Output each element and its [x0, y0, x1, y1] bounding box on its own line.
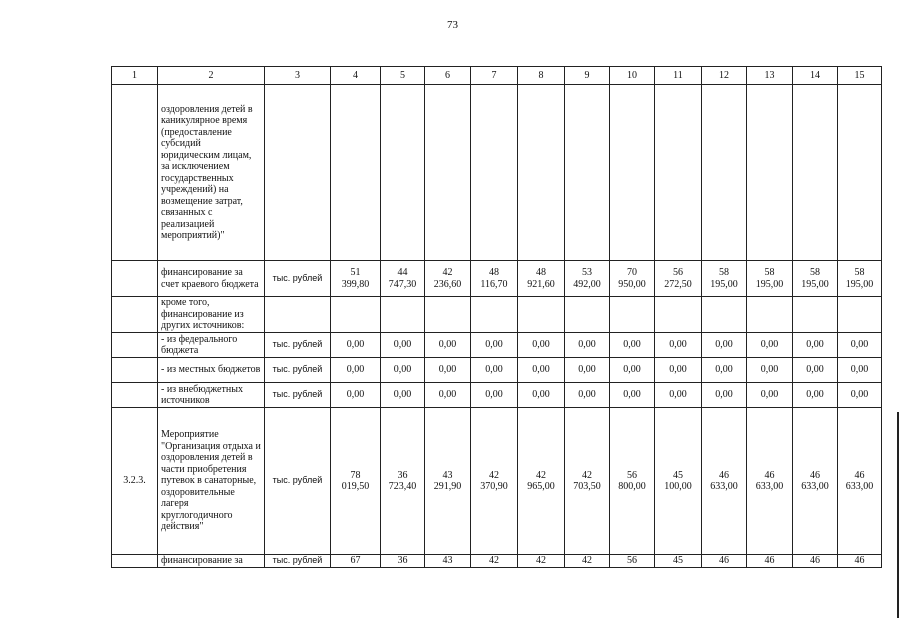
value-part: 42 [536, 469, 546, 481]
row-unit: тыс. рублей [265, 383, 331, 408]
value-part: 399,80 [341, 278, 370, 290]
value-cell: 0,00 [747, 358, 793, 383]
value-cell [565, 297, 610, 333]
value-part: 44 [397, 267, 408, 278]
row-number [112, 297, 158, 333]
value-cell: 0,00 [747, 383, 793, 408]
value-cell: 0,00 [702, 333, 747, 358]
value-cell [471, 261, 518, 297]
value-cell: 67 [331, 555, 381, 568]
value-part: 70 [627, 267, 637, 278]
header-cell: 7 [471, 67, 518, 85]
row-number: 3.2.3. [112, 408, 158, 555]
value-cell: 42 [565, 555, 610, 568]
value-cell [565, 85, 610, 261]
value-cell: 0,00 [747, 333, 793, 358]
value-part: 236,60 [433, 278, 462, 290]
value-cell [655, 85, 702, 261]
value-part: 272,50 [664, 278, 692, 290]
value-cell [838, 408, 882, 555]
value-cell: 0,00 [381, 383, 425, 408]
value-cell: 46 [793, 555, 838, 568]
value-cell: 0,00 [381, 333, 425, 358]
value-cell: 0,00 [610, 333, 655, 358]
value-part: 46 [719, 469, 729, 481]
value-cell [425, 85, 471, 261]
value-part: 370,90 [480, 481, 508, 492]
value-part: 633,00 [710, 481, 738, 492]
value-part: 633,00 [845, 481, 874, 492]
table-row [112, 261, 882, 297]
value-cell: 46 [702, 555, 747, 568]
header-cell: 4 [331, 67, 381, 85]
value-cell [747, 261, 793, 297]
value-cell: 0,00 [793, 383, 838, 408]
value-part: 58 [764, 267, 775, 278]
value-cell: 0,00 [425, 383, 471, 408]
value-cell: 0,00 [702, 358, 747, 383]
value-cell [518, 297, 565, 333]
value-cell [471, 297, 518, 333]
value-cell [747, 85, 793, 261]
value-part: 42 [489, 469, 499, 481]
value-cell [655, 297, 702, 333]
value-part: 58 [854, 267, 865, 278]
row-name: - из федерального бюджета [158, 333, 265, 358]
value-part: 195,00 [755, 278, 784, 290]
value-cell: 0,00 [610, 358, 655, 383]
value-part: 46 [854, 469, 865, 481]
value-cell [425, 408, 471, 555]
value-cell [471, 85, 518, 261]
value-part: 950,00 [618, 278, 646, 290]
value-part: 58 [810, 267, 820, 278]
row-name: финансирование за [158, 555, 265, 568]
value-part: 45 [673, 469, 683, 481]
header-cell: 3 [265, 67, 331, 85]
table-row [112, 85, 882, 261]
row-unit: тыс. рублей [265, 358, 331, 383]
value-cell: 42 [471, 555, 518, 568]
row-unit: тыс. рублей [265, 261, 331, 297]
value-cell: 0,00 [565, 383, 610, 408]
value-cell [793, 408, 838, 555]
value-part: 723,40 [388, 481, 417, 492]
value-part: 42 [442, 267, 453, 278]
value-cell: 0,00 [518, 358, 565, 383]
table-row [112, 358, 882, 383]
value-cell: 0,00 [655, 383, 702, 408]
value-cell: 0,00 [331, 383, 381, 408]
value-part: 56 [627, 469, 637, 481]
row-name: - из внебюджетных источников [158, 383, 265, 408]
value-part: 46 [764, 469, 775, 481]
value-cell [702, 85, 747, 261]
value-cell [838, 297, 882, 333]
header-cell: 2 [158, 67, 265, 85]
header-cell: 10 [610, 67, 655, 85]
value-cell [793, 261, 838, 297]
value-cell [747, 297, 793, 333]
value-part: 800,00 [618, 481, 646, 492]
value-cell [471, 408, 518, 555]
header-cell: 6 [425, 67, 471, 85]
value-cell [518, 85, 565, 261]
header-row [112, 67, 882, 85]
row-name: Мероприятие "Организация отдыха и оздоровления детей в части приобретения путевок в санаторные, оздоровительные лагеря круглогодичного действия" [158, 408, 265, 555]
table-row [112, 555, 882, 568]
value-part: 195,00 [710, 278, 738, 290]
value-cell [655, 261, 702, 297]
value-part: 633,00 [801, 481, 829, 492]
value-cell [655, 408, 702, 555]
header-cell: 5 [381, 67, 425, 85]
row-number [112, 358, 158, 383]
value-part: 100,00 [664, 481, 692, 492]
value-cell: 56 [610, 555, 655, 568]
value-cell: 0,00 [425, 358, 471, 383]
value-cell [610, 297, 655, 333]
value-part: 747,30 [388, 278, 417, 290]
value-cell [610, 261, 655, 297]
value-cell: 0,00 [655, 358, 702, 383]
row-name: кроме того, финансирование из других источников: [158, 297, 265, 333]
value-cell [518, 261, 565, 297]
row-number [112, 333, 158, 358]
value-part: 195,00 [845, 278, 874, 290]
row-unit [265, 297, 331, 333]
value-cell: 45 [655, 555, 702, 568]
row-unit: тыс. рублей [265, 555, 331, 568]
value-part: 53 [582, 267, 592, 278]
row-unit [265, 85, 331, 261]
value-part: 965,00 [527, 481, 555, 492]
value-cell [331, 408, 381, 555]
value-part: 48 [536, 267, 546, 278]
value-cell [381, 85, 425, 261]
header-cell: 11 [655, 67, 702, 85]
value-cell [702, 297, 747, 333]
value-cell [381, 408, 425, 555]
value-cell: 0,00 [838, 333, 882, 358]
value-cell: 0,00 [425, 333, 471, 358]
value-cell [425, 261, 471, 297]
value-cell: 0,00 [702, 383, 747, 408]
value-cell [565, 408, 610, 555]
value-part: 703,50 [573, 481, 601, 492]
header-cell: 9 [565, 67, 610, 85]
value-cell: 0,00 [518, 333, 565, 358]
value-cell [565, 261, 610, 297]
value-cell: 42 [518, 555, 565, 568]
value-part: 51 [350, 267, 361, 278]
header-cell: 14 [793, 67, 838, 85]
row-name: оздоровления детей в каникулярное время (предоставление субсидий юридическим лицам, за исключением государственных учреждений) на возмещение затрат, связанных с реализацией мероприятий)" [158, 85, 265, 261]
value-part: 633,00 [755, 481, 784, 492]
value-cell: 0,00 [331, 358, 381, 383]
value-cell: 0,00 [331, 333, 381, 358]
value-cell: 46 [838, 555, 882, 568]
value-part: 78 [350, 469, 361, 481]
value-cell [610, 408, 655, 555]
row-number [112, 261, 158, 297]
row-name: финансирование за счет краевого бюджета [158, 261, 265, 297]
header-cell: 13 [747, 67, 793, 85]
row-unit: тыс. рублей [265, 408, 331, 555]
value-cell: 43 [425, 555, 471, 568]
value-cell [331, 85, 381, 261]
value-cell [331, 261, 381, 297]
value-cell [793, 297, 838, 333]
value-part: 56 [673, 267, 683, 278]
value-cell: 0,00 [381, 358, 425, 383]
value-cell: 0,00 [565, 333, 610, 358]
value-part: 46 [810, 469, 820, 481]
value-part: 492,00 [573, 278, 601, 290]
value-cell: 0,00 [838, 383, 882, 408]
value-cell [838, 261, 882, 297]
value-cell: 0,00 [471, 358, 518, 383]
page-number: 73 [447, 19, 458, 31]
value-part: 116,70 [480, 278, 508, 290]
header-cell: 1 [112, 67, 158, 85]
budget-table [111, 66, 882, 568]
value-cell [702, 261, 747, 297]
value-part: 36 [397, 469, 408, 481]
row-number [112, 85, 158, 261]
table-row [112, 383, 882, 408]
table-row [112, 333, 882, 358]
value-cell [747, 408, 793, 555]
value-cell: 46 [747, 555, 793, 568]
row-number [112, 555, 158, 568]
value-part: 291,90 [433, 481, 462, 492]
value-cell: 0,00 [565, 358, 610, 383]
value-part: 43 [442, 469, 453, 481]
value-cell: 0,00 [471, 383, 518, 408]
value-cell [381, 297, 425, 333]
value-cell: 0,00 [655, 333, 702, 358]
value-part: 58 [719, 267, 729, 278]
value-cell: 0,00 [793, 358, 838, 383]
value-cell: 0,00 [610, 383, 655, 408]
row-unit: тыс. рублей [265, 333, 331, 358]
header-cell: 12 [702, 67, 747, 85]
value-cell: 0,00 [518, 383, 565, 408]
row-name: - из местных бюджетов [158, 358, 265, 383]
value-cell [331, 297, 381, 333]
table-row [112, 408, 882, 555]
page-edge-line [897, 412, 899, 618]
value-cell [381, 261, 425, 297]
value-part: 195,00 [801, 278, 829, 290]
value-cell: 0,00 [793, 333, 838, 358]
value-cell [425, 297, 471, 333]
value-part: 019,50 [341, 481, 370, 492]
row-number [112, 383, 158, 408]
header-cell: 8 [518, 67, 565, 85]
value-cell [793, 85, 838, 261]
table-row [112, 297, 882, 333]
value-cell [610, 85, 655, 261]
value-cell [838, 85, 882, 261]
value-part: 921,60 [527, 278, 555, 290]
value-cell: 36 [381, 555, 425, 568]
value-cell [518, 408, 565, 555]
header-cell: 15 [838, 67, 882, 85]
value-cell: 0,00 [471, 333, 518, 358]
value-part: 48 [489, 267, 499, 278]
value-cell [702, 408, 747, 555]
value-cell: 0,00 [838, 358, 882, 383]
value-part: 42 [582, 469, 592, 481]
